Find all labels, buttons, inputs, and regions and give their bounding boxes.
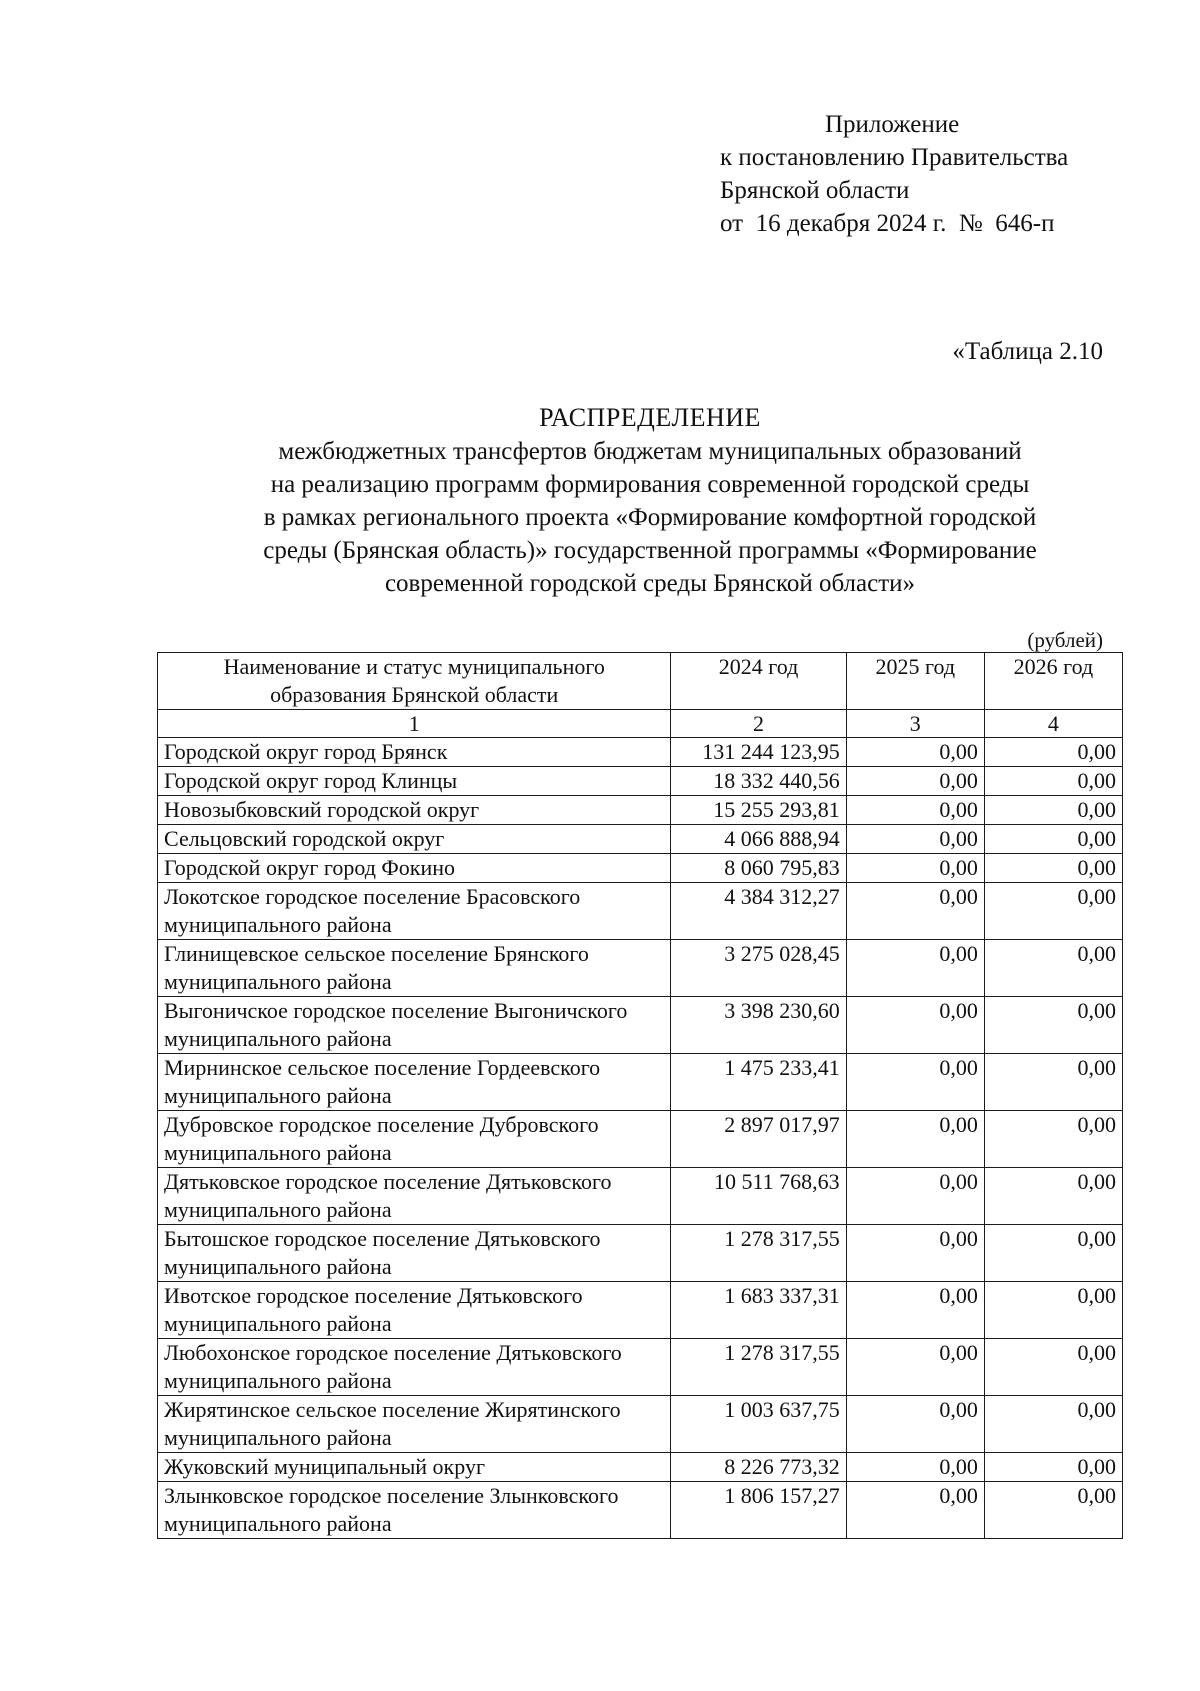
subtitle-line: современной городской среды Брянской области» bbox=[384, 570, 916, 597]
document-subtitle bbox=[160, 435, 1140, 600]
row-name-cell: Локотское городское поселение Брасовского муниципального района bbox=[158, 883, 671, 940]
table-row bbox=[158, 1054, 1123, 1111]
row-name-cell: Сельцовский городской округ bbox=[158, 825, 671, 854]
row-2025-cell: 0,00 bbox=[846, 1111, 984, 1168]
table-row bbox=[158, 1282, 1123, 1339]
appendix-line-3: Брянской области bbox=[720, 177, 910, 204]
row-2026-cell: 0,00 bbox=[984, 738, 1122, 767]
row-2026-cell: 0,00 bbox=[984, 1282, 1122, 1339]
row-2024-cell: 3 275 028,45 bbox=[671, 940, 846, 997]
table-row bbox=[158, 854, 1123, 883]
appendix-line-2: к постановлению Правительства bbox=[720, 144, 1069, 171]
subtitle-line: на реализацию программ формирования современной городской среды bbox=[270, 471, 1030, 498]
row-2024-cell: 2 897 017,97 bbox=[671, 1111, 846, 1168]
row-2025-cell: 0,00 bbox=[846, 1225, 984, 1282]
subtitle-line: среды (Брянская область)» государственной программы «Формирование bbox=[263, 537, 1037, 564]
table-row bbox=[158, 1339, 1123, 1396]
row-name-cell: Ивотское городское поселение Дятьковского муниципального района bbox=[158, 1282, 671, 1339]
row-2024-cell: 1 475 233,41 bbox=[671, 1054, 846, 1111]
row-2026-cell: 0,00 bbox=[984, 796, 1122, 825]
table-number: «Таблица 2.10 bbox=[952, 338, 1103, 365]
table-row bbox=[158, 997, 1123, 1054]
table-row bbox=[158, 883, 1123, 940]
row-name-cell: Дубровское городское поселение Дубровского муниципального района bbox=[158, 1111, 671, 1168]
row-2026-cell: 0,00 bbox=[984, 1453, 1122, 1482]
row-2024-cell: 1 278 317,55 bbox=[671, 1339, 846, 1396]
row-2026-cell: 0,00 bbox=[984, 767, 1122, 796]
row-name-cell: Новозыбковский городской округ bbox=[158, 796, 671, 825]
table-row bbox=[158, 796, 1123, 825]
row-2026-cell: 0,00 bbox=[984, 1168, 1122, 1225]
row-2026-cell: 0,00 bbox=[984, 1111, 1122, 1168]
table-row bbox=[158, 1396, 1123, 1453]
row-2026-cell: 0,00 bbox=[984, 1482, 1122, 1539]
column-number: 4 bbox=[984, 710, 1122, 738]
row-name-cell: Городской округ город Фокино bbox=[158, 854, 671, 883]
table-header-row bbox=[158, 653, 1123, 710]
row-2026-cell: 0,00 bbox=[984, 997, 1122, 1054]
row-2026-cell: 0,00 bbox=[984, 825, 1122, 854]
subtitle-line: межбюджетных трансфертов бюджетам муниципальных образований bbox=[278, 438, 1022, 465]
header-name: Наименование и статус муниципального образования Брянской области bbox=[158, 653, 671, 710]
column-number-row bbox=[158, 710, 1123, 738]
subtitle-line: в рамках регионального проекта «Формирование комфортной городской bbox=[263, 504, 1037, 531]
row-2024-cell: 3 398 230,60 bbox=[671, 997, 846, 1054]
header-2024: 2024 год bbox=[671, 653, 846, 710]
row-2026-cell: 0,00 bbox=[984, 1339, 1122, 1396]
appendix-line-1: Приложение bbox=[825, 111, 960, 138]
table-row bbox=[158, 1168, 1123, 1225]
row-2025-cell: 0,00 bbox=[846, 1396, 984, 1453]
row-2025-cell: 0,00 bbox=[846, 825, 984, 854]
row-2024-cell: 8 226 773,32 bbox=[671, 1453, 846, 1482]
row-2026-cell: 0,00 bbox=[984, 940, 1122, 997]
row-2025-cell: 0,00 bbox=[846, 796, 984, 825]
row-2025-cell: 0,00 bbox=[846, 940, 984, 997]
row-2025-cell: 0,00 bbox=[846, 1168, 984, 1225]
row-2026-cell: 0,00 bbox=[984, 1054, 1122, 1111]
row-name-cell: Мирнинское сельское поселение Гордеевского муниципального района bbox=[158, 1054, 671, 1111]
row-name-cell: Дятьковское городское поселение Дятьковского муниципального района bbox=[158, 1168, 671, 1225]
row-2025-cell: 0,00 bbox=[846, 1453, 984, 1482]
row-name-cell: Бытошское городское поселение Дятьковского муниципального района bbox=[158, 1225, 671, 1282]
row-name-cell: Жуковский муниципальный округ bbox=[158, 1453, 671, 1482]
row-name-cell: Городской округ город Клинцы bbox=[158, 767, 671, 796]
table-row bbox=[158, 767, 1123, 796]
row-2024-cell: 1 806 157,27 bbox=[671, 1482, 846, 1539]
column-number: 3 bbox=[846, 710, 984, 738]
row-2024-cell: 4 384 312,27 bbox=[671, 883, 846, 940]
row-2025-cell: 0,00 bbox=[846, 997, 984, 1054]
header-2025: 2025 год bbox=[846, 653, 984, 710]
table-row bbox=[158, 738, 1123, 767]
table-row bbox=[158, 940, 1123, 997]
row-2024-cell: 15 255 293,81 bbox=[671, 796, 846, 825]
row-2025-cell: 0,00 bbox=[846, 1482, 984, 1539]
table-row bbox=[158, 1453, 1123, 1482]
column-number: 2 bbox=[671, 710, 846, 738]
appendix-line-4: от 16 декабря 2024 г. № 646-п bbox=[720, 210, 1055, 237]
row-2025-cell: 0,00 bbox=[846, 1054, 984, 1111]
row-2024-cell: 4 066 888,94 bbox=[671, 825, 846, 854]
table-row bbox=[158, 825, 1123, 854]
row-2024-cell: 10 511 768,63 bbox=[671, 1168, 846, 1225]
row-name-cell: Выгоничское городское поселение Выгоничского муниципального района bbox=[158, 997, 671, 1054]
row-2026-cell: 0,00 bbox=[984, 883, 1122, 940]
row-2024-cell: 18 332 440,56 bbox=[671, 767, 846, 796]
table-row bbox=[158, 1482, 1123, 1539]
row-name-cell: Глинищевское сельское поселение Брянского муниципального района bbox=[158, 940, 671, 997]
row-2025-cell: 0,00 bbox=[846, 854, 984, 883]
table-row bbox=[158, 1225, 1123, 1282]
row-2025-cell: 0,00 bbox=[846, 738, 984, 767]
table-body bbox=[158, 738, 1123, 1539]
row-2025-cell: 0,00 bbox=[846, 767, 984, 796]
row-2024-cell: 1 278 317,55 bbox=[671, 1225, 846, 1282]
distribution-table bbox=[157, 652, 1123, 1539]
row-2025-cell: 0,00 bbox=[846, 1339, 984, 1396]
document-title: РАСПРЕДЕЛЕНИЕ bbox=[539, 403, 761, 432]
row-2025-cell: 0,00 bbox=[846, 883, 984, 940]
row-2024-cell: 1 003 637,75 bbox=[671, 1396, 846, 1453]
appendix-block bbox=[720, 108, 1068, 240]
row-2025-cell: 0,00 bbox=[846, 1282, 984, 1339]
row-2024-cell: 8 060 795,83 bbox=[671, 854, 846, 883]
row-2026-cell: 0,00 bbox=[984, 854, 1122, 883]
table-row bbox=[158, 1111, 1123, 1168]
units-label: (рублей) bbox=[1027, 628, 1103, 652]
row-2026-cell: 0,00 bbox=[984, 1396, 1122, 1453]
row-2024-cell: 1 683 337,31 bbox=[671, 1282, 846, 1339]
row-name-cell: Злынковское городское поселение Злынковского муниципального района bbox=[158, 1482, 671, 1539]
row-2026-cell: 0,00 bbox=[984, 1225, 1122, 1282]
row-name-cell: Городской округ город Брянск bbox=[158, 738, 671, 767]
column-number: 1 bbox=[158, 710, 671, 738]
row-name-cell: Любохонское городское поселение Дятьковского муниципального района bbox=[158, 1339, 671, 1396]
header-2026: 2026 год bbox=[984, 653, 1122, 710]
row-2024-cell: 131 244 123,95 bbox=[671, 738, 846, 767]
row-name-cell: Жирятинское сельское поселение Жирятинского муниципального района bbox=[158, 1396, 671, 1453]
